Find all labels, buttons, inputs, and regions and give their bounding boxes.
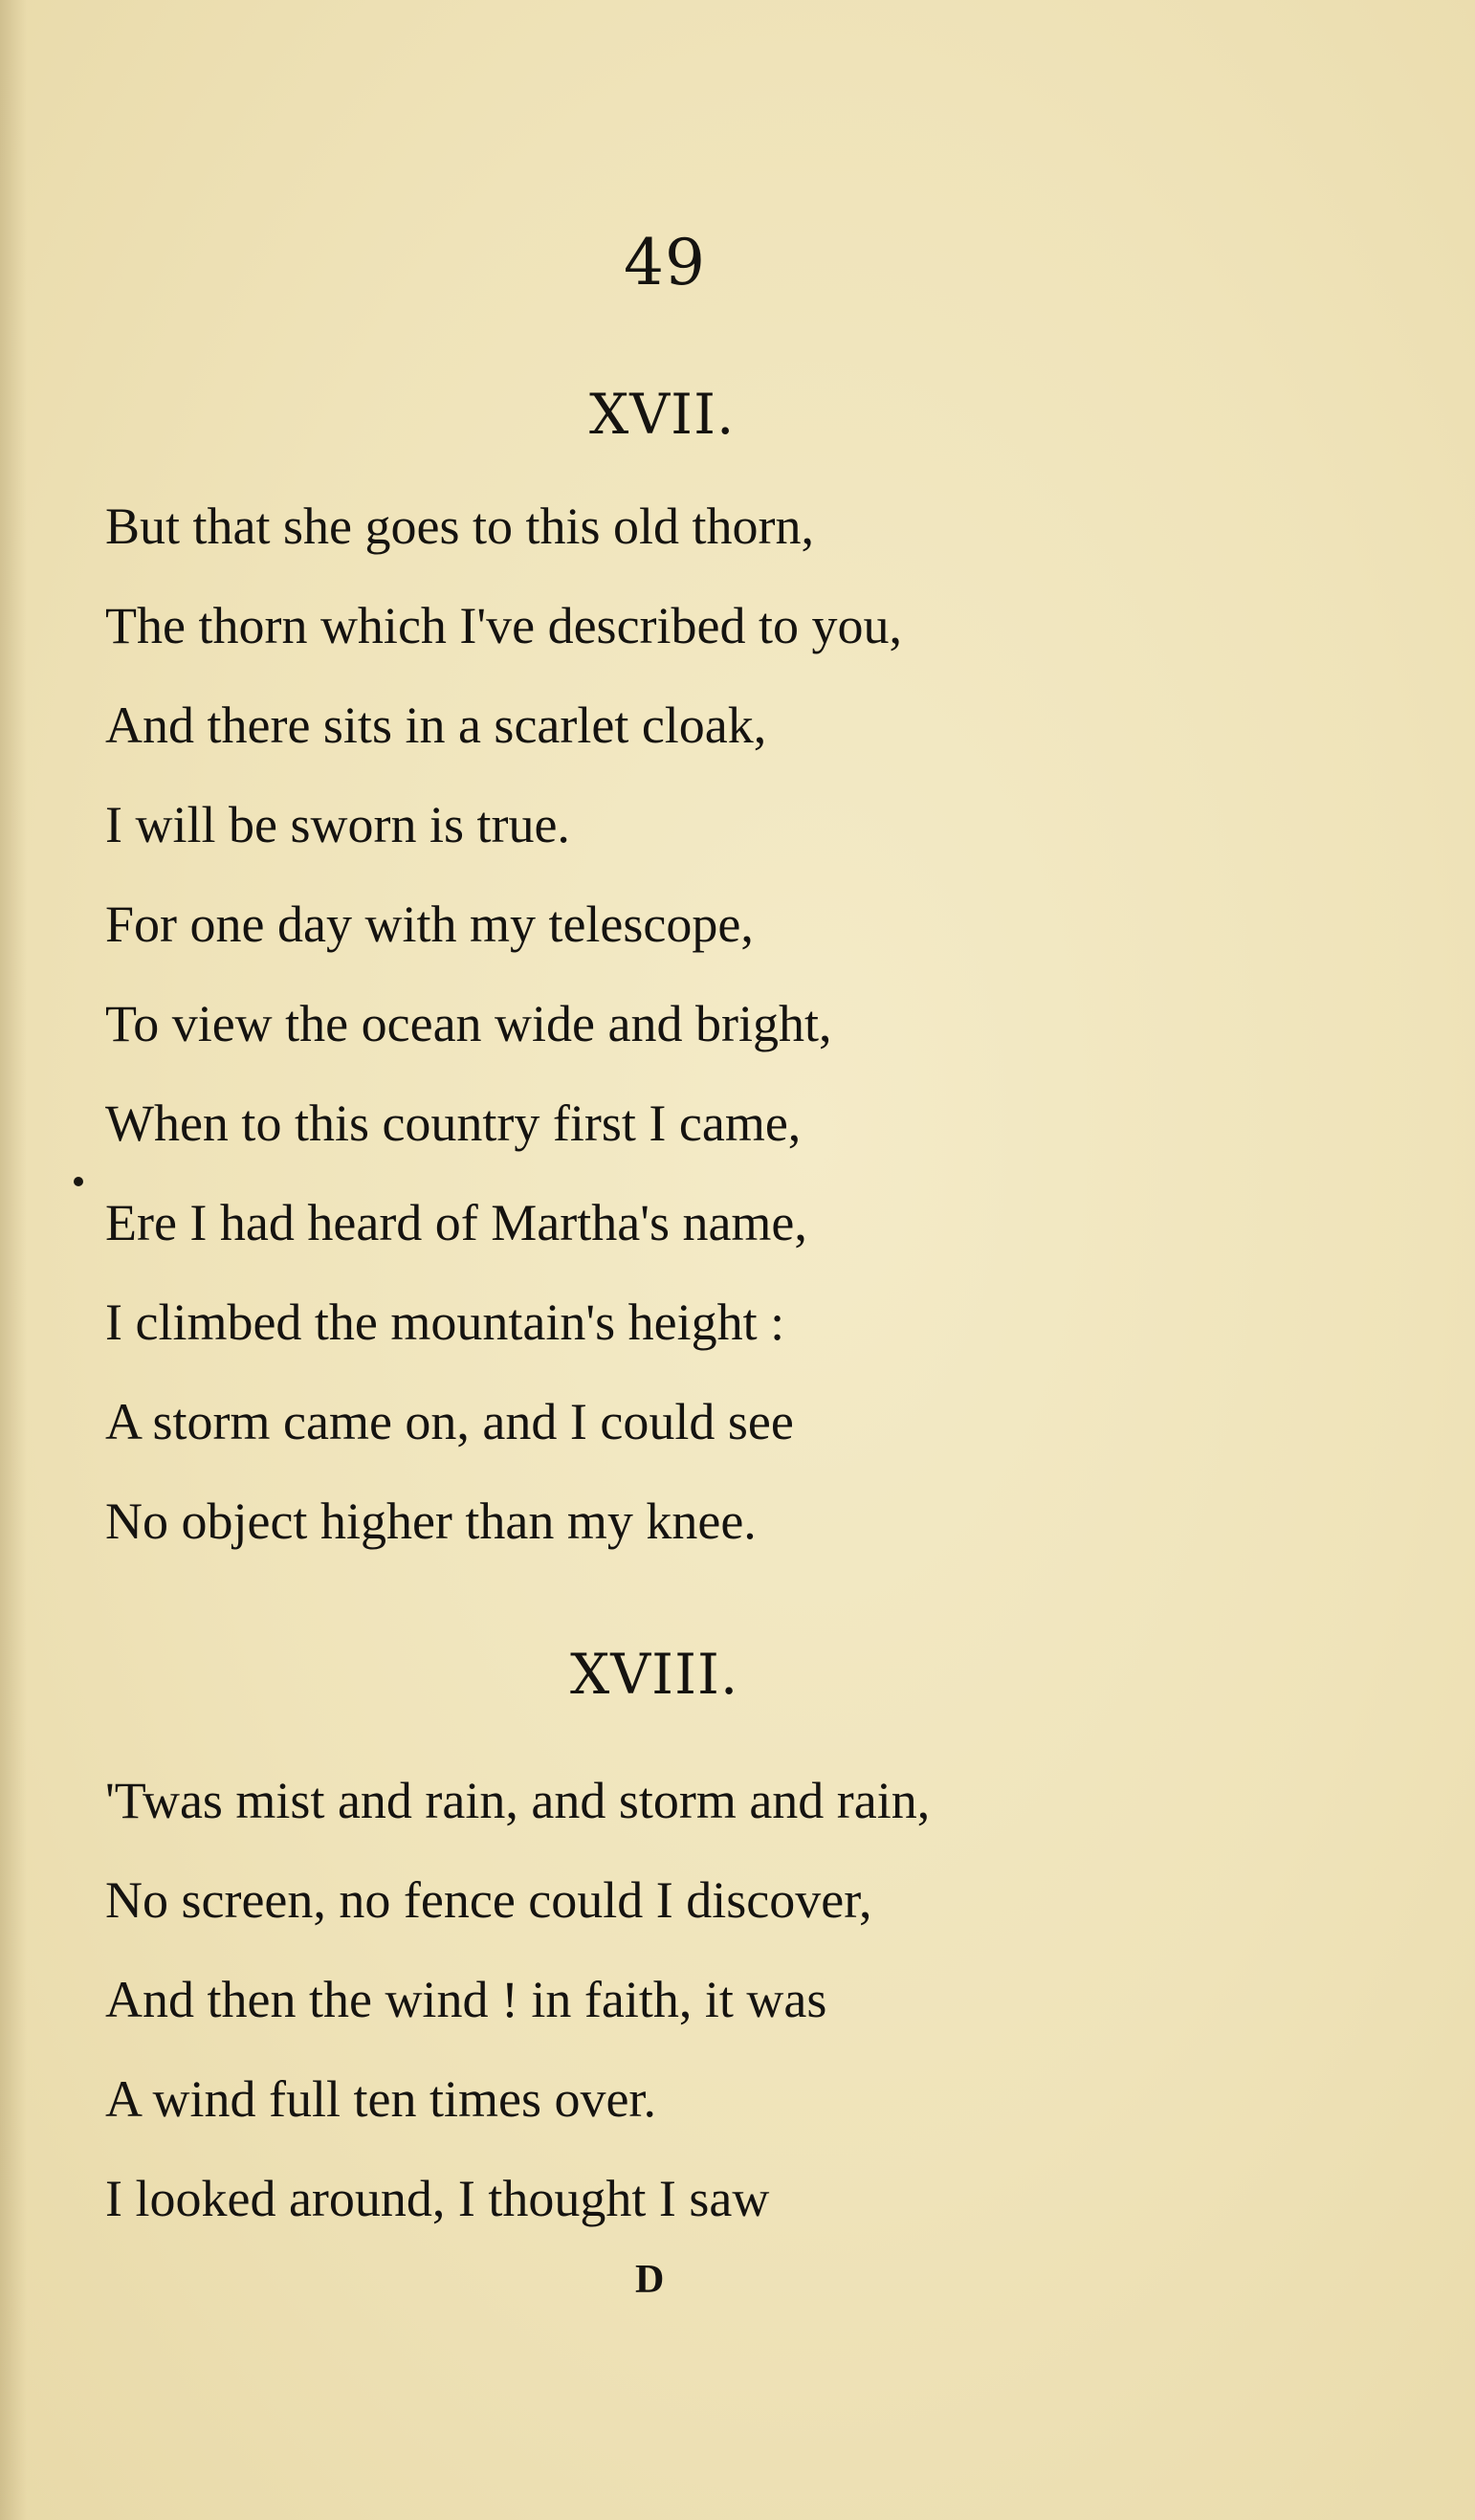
verse-line: A storm came on, and I could see xyxy=(105,1393,794,1450)
verse-line: No screen, no fence could I discover, xyxy=(105,1871,872,1929)
verse-line: No object higher than my knee. xyxy=(105,1492,757,1550)
verse-line: For one day with my telescope, xyxy=(105,895,754,953)
verse-line: The thorn which I've described to you, xyxy=(105,597,902,654)
verse-line: And then the wind ! in faith, it was xyxy=(105,1971,827,2028)
verse-line: When to this country first I came, xyxy=(105,1094,802,1152)
verse-line: Ere I had heard of Martha's name, xyxy=(105,1194,807,1251)
verse-line: I climbed the mountain's height : xyxy=(105,1293,785,1351)
stanza-heading: XVIII. xyxy=(570,1642,739,1707)
page-number: 49 xyxy=(624,226,706,299)
stanza-xviii xyxy=(105,1751,930,2248)
verse-line: But that she goes to this old thorn, xyxy=(105,497,814,555)
verse-line: 'Twas mist and rain, and storm and rain, xyxy=(105,1772,931,1829)
page-edge-shadow xyxy=(0,0,27,2520)
stanza-heading: XVII. xyxy=(589,382,736,447)
verse-line: To view the ocean wide and bright, xyxy=(105,995,832,1052)
verse-line: I looked around, I thought I saw xyxy=(105,2170,770,2227)
verse-line: And there sits in a scarlet cloak, xyxy=(105,696,767,754)
verse-line: I will be sworn is true. xyxy=(105,796,570,853)
signature-mark: D xyxy=(635,2258,665,2302)
verse-line: A wind full ten times over. xyxy=(105,2070,656,2128)
margin-mark xyxy=(74,1177,83,1186)
stanza-xvii xyxy=(105,476,902,1571)
